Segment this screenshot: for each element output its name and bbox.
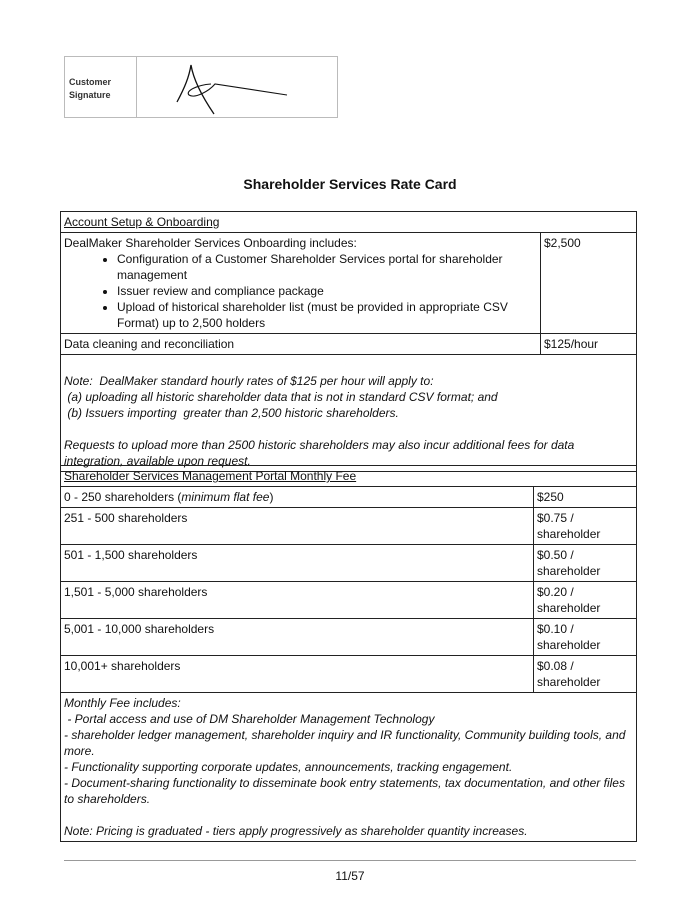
signature-label-line1: Customer [69,77,112,87]
list-item: • Upload of historical shareholder list (must be provided in appropriate CSV Format) up to 2,500 holders [117,299,537,331]
tier-label: 1,501 - 5,000 shareholders [61,582,534,619]
note-line: Requests to upload more than 2500 historic shareholders may also incur additional fees for data integration, available upon request. [64,438,578,468]
tier-label-end: ) [269,490,274,504]
tier-price: $0.75 / shareholder [534,508,637,545]
handwritten-signature [137,57,337,117]
tier-label: 5,001 - 10,000 shareholders [61,619,534,656]
portal-fee-table [60,465,637,842]
tier-price: $0.50 / shareholder [534,545,637,582]
portal-note [61,693,637,842]
footer-divider [64,860,636,861]
tier-label-text: 0 - 250 shareholders ( [64,490,182,504]
setup-note [61,355,637,472]
tier-label-italic: minimum flat fee [181,490,270,504]
onboarding-list [64,251,537,331]
tier-label: 10,001+ shareholders [61,656,534,693]
signature-label-line2: Signature [69,90,111,100]
note-line: Note: Pricing is graduated - tiers apply progressively as shareholder quantity increases. [64,824,528,838]
tier-price: $250 [534,487,637,508]
onboarding-description [61,233,541,334]
note-line: - shareholder ledger management, shareholder inquiry and IR functionality, Community building tools, and more. [64,728,629,758]
note-line: (a) uploading all historic shareholder data that is not in standard CSV format; and [64,390,498,404]
tier-price: $0.20 / shareholder [534,582,637,619]
table-header: Account Setup & Onboarding [61,212,637,233]
tier-price: $0.08 / shareholder [534,656,637,693]
list-item: • Configuration of a Customer Shareholder Services portal for shareholder management [117,251,537,283]
note-line: - Document-sharing functionality to disseminate book entry statements, tax documentation, and other files to shareholders. [64,776,629,806]
tier-label: 251 - 500 shareholders [61,508,534,545]
note-line: (b) Issuers importing greater than 2,500 historic shareholders. [64,406,399,420]
onboarding-intro: DealMaker Shareholder Services Onboarding includes: [64,236,357,250]
tier-label [61,487,534,508]
cleaning-label: Data cleaning and reconciliation [61,334,541,355]
table-header: Shareholder Services Management Portal Monthly Fee [61,466,637,487]
page-title: Shareholder Services Rate Card [243,176,457,192]
note-line: Monthly Fee includes: [64,696,181,710]
tier-price: $0.10 / shareholder [534,619,637,656]
cleaning-price: $125/hour [541,334,637,355]
signature-box [64,56,338,118]
account-setup-table [60,211,637,472]
note-line: Note: DealMaker standard hourly rates of $125 per hour will apply to: [64,374,434,388]
onboarding-price: $2,500 [541,233,637,334]
page-number: 11/57 [335,869,365,883]
signature-label [65,57,137,117]
note-line: - Portal access and use of DM Shareholder Management Technology [64,712,435,726]
tier-label: 501 - 1,500 shareholders [61,545,534,582]
list-item: • Issuer review and compliance package [117,283,537,299]
note-line: - Functionality supporting corporate updates, announcements, tracking engagement. [64,760,513,774]
